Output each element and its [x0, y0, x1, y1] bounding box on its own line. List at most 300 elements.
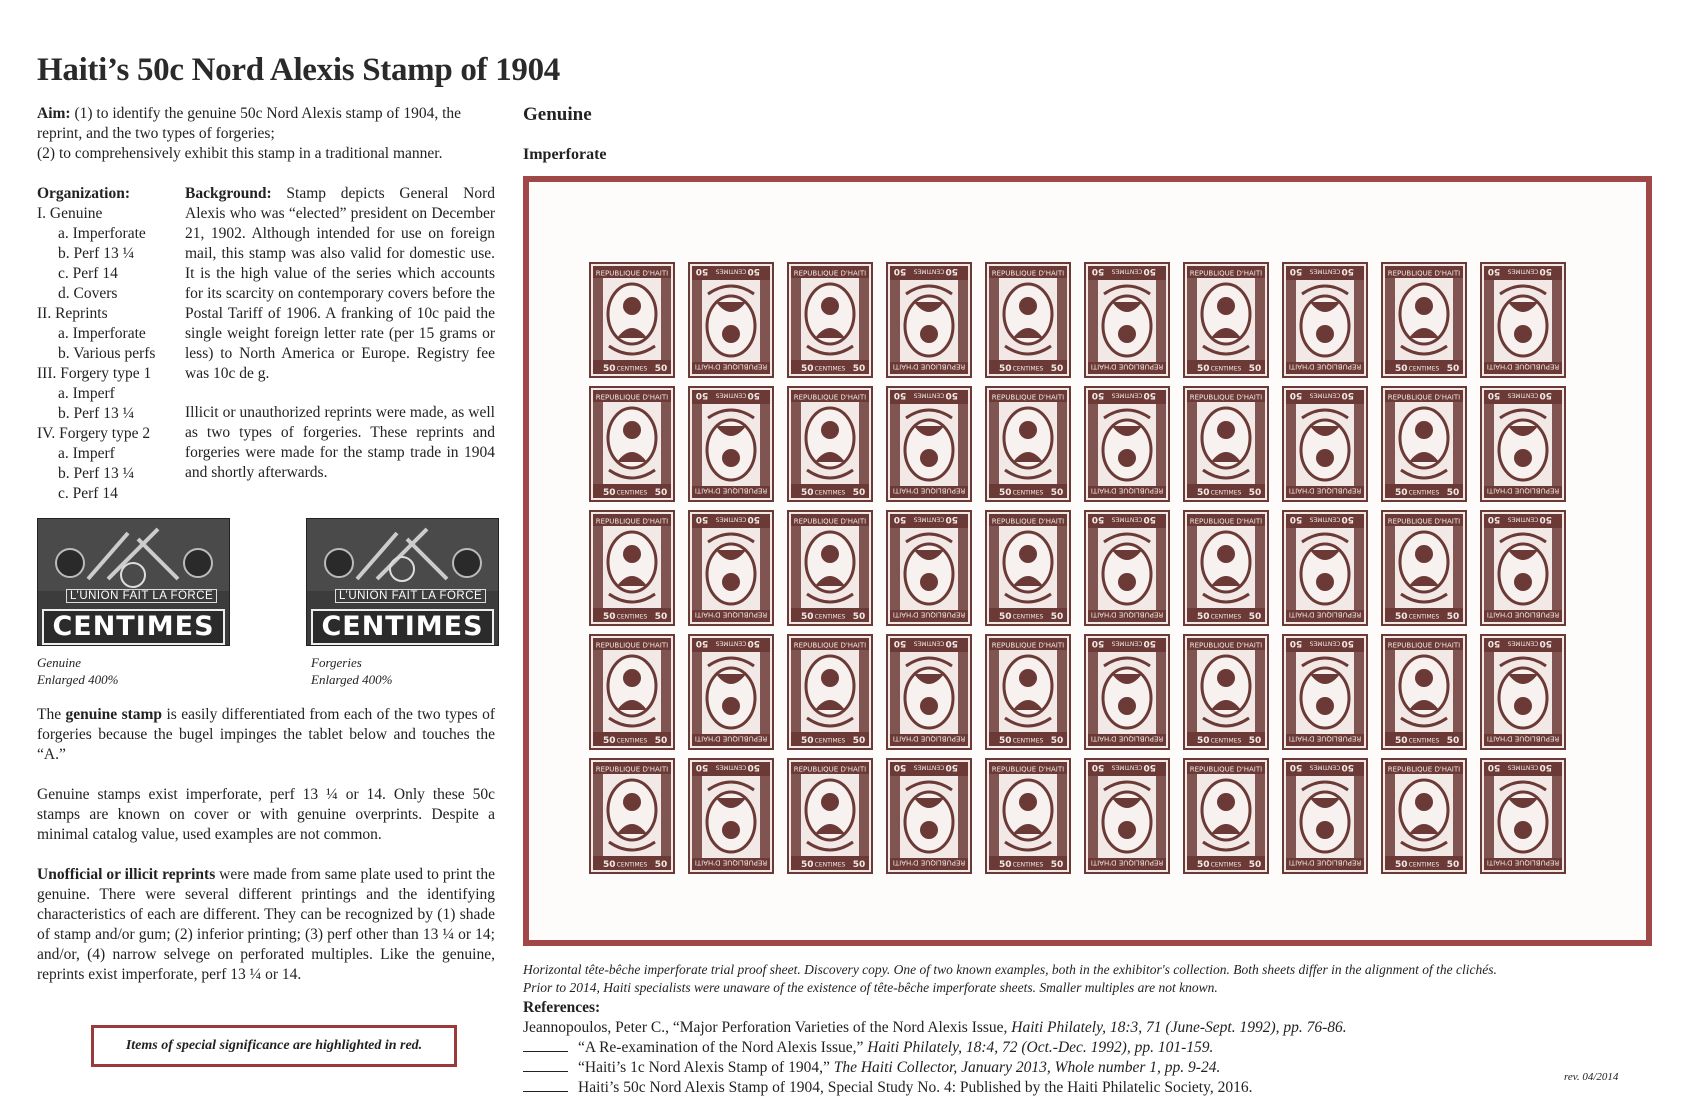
svg-text:50: 50 [654, 736, 668, 746]
svg-text:50: 50 [1050, 736, 1064, 746]
stamp [1381, 634, 1467, 750]
forgery-caption-scale: Enlarged 400% [311, 672, 393, 687]
svg-text:CENTIMES: CENTIMES [913, 515, 945, 523]
reference-3-journal: The Haiti Collector, January 2013, Whole number 1, pp. 9-24. [833, 1059, 1221, 1076]
svg-text:CENTIMES: CENTIMES [814, 861, 846, 869]
svg-text:50: 50 [747, 638, 760, 648]
stamp [688, 758, 774, 874]
svg-text:50: 50 [852, 488, 866, 498]
svg-text:REPUBLIQUE D'HAITI: REPUBLIQUE D'HAITI [595, 765, 669, 774]
genuine-enlargement-image [37, 518, 230, 646]
reprints-paragraph [37, 865, 495, 985]
svg-text:CENTIMES: CENTIMES [1111, 267, 1143, 275]
svg-text:50: 50 [1289, 266, 1303, 276]
stamp [1381, 758, 1467, 874]
svg-text:CENTIMES: CENTIMES [1210, 737, 1242, 745]
svg-text:50: 50 [1091, 514, 1105, 524]
svg-text:50: 50 [1143, 514, 1156, 524]
organization-item: a. Imperforate [58, 225, 146, 242]
svg-text:REPUBLIQUE D'HAITI: REPUBLIQUE D'HAITI [1288, 610, 1362, 619]
svg-text:CENTIMES: CENTIMES [1507, 267, 1539, 275]
reference-2 [523, 1038, 1523, 1058]
svg-text:REPUBLIQUE D'HAITI: REPUBLIQUE D'HAITI [595, 269, 669, 278]
stamp [589, 510, 675, 626]
svg-text:CENTIMES: CENTIMES [1111, 639, 1143, 647]
svg-text:50: 50 [801, 860, 814, 870]
forgery-caption-title: Forgeries [311, 655, 362, 670]
svg-text:50: 50 [1248, 736, 1262, 746]
svg-text:50: 50 [1143, 390, 1156, 400]
svg-text:CENTIMES: CENTIMES [1111, 391, 1143, 399]
stamp [886, 510, 972, 626]
svg-text:REPUBLIQUE D'HAITI: REPUBLIQUE D'HAITI [1486, 486, 1560, 495]
svg-text:REPUBLIQUE D'HAITI: REPUBLIQUE D'HAITI [892, 858, 966, 867]
reference-3 [523, 1058, 1523, 1078]
svg-text:REPUBLIQUE D'HAITI: REPUBLIQUE D'HAITI [1189, 641, 1263, 650]
genuine-caption-title: Genuine [37, 655, 82, 670]
stamp [985, 262, 1071, 378]
stamp [985, 386, 1071, 502]
svg-text:50: 50 [695, 390, 709, 400]
stamp [1183, 510, 1269, 626]
stamp [787, 510, 873, 626]
svg-text:REPUBLIQUE D'HAITI: REPUBLIQUE D'HAITI [892, 610, 966, 619]
svg-text:REPUBLIQUE D'HAITI: REPUBLIQUE D'HAITI [1288, 486, 1362, 495]
svg-text:50: 50 [1289, 514, 1303, 524]
stamp [1381, 386, 1467, 502]
organization-item: II. Reprints [37, 305, 108, 322]
svg-text:CENTIMES: CENTIMES [616, 861, 648, 869]
stamp [688, 262, 774, 378]
svg-text:CENTIMES: CENTIMES [1012, 489, 1044, 497]
stamp [1480, 386, 1566, 502]
svg-text:50: 50 [852, 736, 866, 746]
special-significance-note: Items of special significance are highlighted in red. [91, 1025, 457, 1067]
svg-text:REPUBLIQUE D'HAITI: REPUBLIQUE D'HAITI [793, 641, 867, 650]
svg-text:CENTIMES: CENTIMES [1309, 391, 1341, 399]
svg-text:REPUBLIQUE D'HAITI: REPUBLIQUE D'HAITI [1090, 734, 1164, 743]
svg-text:50: 50 [1487, 390, 1501, 400]
svg-text:50: 50 [1248, 364, 1262, 374]
stamp [886, 386, 972, 502]
svg-text:CENTIMES: CENTIMES [1111, 763, 1143, 771]
organization-item: b. Perf 13 ¼ [58, 245, 135, 262]
svg-text:50: 50 [1487, 514, 1501, 524]
svg-text:CENTIMES: CENTIMES [1012, 613, 1044, 621]
svg-text:CENTIMES: CENTIMES [616, 489, 648, 497]
svg-text:50: 50 [945, 266, 958, 276]
forgery-caption [311, 654, 392, 688]
stamp [1282, 386, 1368, 502]
svg-text:50: 50 [1539, 390, 1552, 400]
background-paragraph-2: Illicit or unauthorized reprints were made, as well as two types of forgeries. These reprints and forgeries were made for the stamp trade in 1904 and shortly afterwards. [185, 404, 495, 481]
stamp [886, 262, 972, 378]
svg-text:50: 50 [654, 364, 668, 374]
svg-text:50: 50 [1341, 266, 1354, 276]
svg-text:50: 50 [1050, 488, 1064, 498]
reference-4-text: Haiti’s 50c Nord Alexis Stamp of 1904, Special Study No. 4: Published by the Haiti Philatelic Society, 2016. [578, 1079, 1253, 1096]
svg-text:50: 50 [1341, 514, 1354, 524]
svg-text:CENTIMES: CENTIMES [715, 515, 747, 523]
organization-item: c. Perf 14 [58, 265, 118, 282]
svg-text:CENTIMES: CENTIMES [1309, 639, 1341, 647]
svg-text:50: 50 [999, 860, 1012, 870]
svg-text:50: 50 [1446, 488, 1460, 498]
svg-text:CENTIMES: CENTIMES [1012, 365, 1044, 373]
svg-text:REPUBLIQUE D'HAITI: REPUBLIQUE D'HAITI [1189, 517, 1263, 526]
svg-text:REPUBLIQUE D'HAITI: REPUBLIQUE D'HAITI [1189, 269, 1263, 278]
svg-text:50: 50 [893, 266, 907, 276]
svg-text:50: 50 [852, 860, 866, 870]
svg-text:REPUBLIQUE D'HAITI: REPUBLIQUE D'HAITI [991, 641, 1065, 650]
stamp [688, 386, 774, 502]
svg-text:50: 50 [654, 488, 668, 498]
svg-text:REPUBLIQUE D'HAITI: REPUBLIQUE D'HAITI [1090, 858, 1164, 867]
svg-text:CENTIMES: CENTIMES [913, 267, 945, 275]
svg-text:REPUBLIQUE D'HAITI: REPUBLIQUE D'HAITI [1288, 858, 1362, 867]
svg-text:50: 50 [1248, 612, 1262, 622]
ditto-line [523, 1079, 568, 1092]
svg-text:REPUBLIQUE D'HAITI: REPUBLIQUE D'HAITI [1288, 734, 1362, 743]
svg-text:50: 50 [695, 514, 709, 524]
svg-text:REPUBLIQUE D'HAITI: REPUBLIQUE D'HAITI [991, 765, 1065, 774]
svg-text:CENTIMES: CENTIMES [1408, 613, 1440, 621]
svg-text:CENTIMES: CENTIMES [1012, 861, 1044, 869]
svg-text:50: 50 [1539, 514, 1552, 524]
svg-text:REPUBLIQUE D'HAITI: REPUBLIQUE D'HAITI [1288, 362, 1362, 371]
stamp [1480, 510, 1566, 626]
organization-item: a. Imperf [58, 445, 115, 462]
aim-line-1: (1) to identify the genuine 50c Nord Alexis stamp of 1904, the reprint, and the two types of forgeries; [37, 105, 462, 142]
stamp [985, 634, 1071, 750]
svg-text:REPUBLIQUE D'HAITI: REPUBLIQUE D'HAITI [1387, 641, 1461, 650]
svg-text:REPUBLIQUE D'HAITI: REPUBLIQUE D'HAITI [1189, 393, 1263, 402]
svg-text:REPUBLIQUE D'HAITI: REPUBLIQUE D'HAITI [1486, 734, 1560, 743]
reference-4 [523, 1078, 1523, 1098]
svg-text:CENTIMES: CENTIMES [913, 639, 945, 647]
svg-text:CENTIMES: CENTIMES [715, 639, 747, 647]
stamp [787, 758, 873, 874]
svg-text:50: 50 [1197, 860, 1210, 870]
svg-text:CENTIMES: CENTIMES [1408, 489, 1440, 497]
genuine-stamp-paragraph [37, 705, 495, 765]
p1-pre: The [37, 706, 66, 723]
p1-post: is easily differentiated from each of the two types of forgeries because the bugel impinges the tablet below and touches the “A.” [37, 706, 495, 763]
svg-text:CENTIMES: CENTIMES [814, 613, 846, 621]
svg-text:CENTIMES: CENTIMES [1507, 639, 1539, 647]
svg-text:CENTIMES: CENTIMES [1210, 489, 1242, 497]
p3-post: were made from same plate used to print the genuine. There were several different printings and the identifying characteristics of each are different. They can be recognized by (1) shade of stamp and/or gum; (2) inferior printing; (3) perf other than 13 ¼ or 14; and/or, (4) narrow selvege on perforated multiples. Like the genuine, reprints exist imperforate, perf 13 ¼ or 14. [37, 866, 495, 983]
svg-text:REPUBLIQUE D'HAITI: REPUBLIQUE D'HAITI [694, 610, 768, 619]
stamp [589, 758, 675, 874]
svg-text:50: 50 [1091, 390, 1105, 400]
stamp [787, 262, 873, 378]
svg-text:REPUBLIQUE D'HAITI: REPUBLIQUE D'HAITI [1486, 610, 1560, 619]
svg-text:50: 50 [1487, 266, 1501, 276]
svg-text:50: 50 [747, 762, 760, 772]
stamp [787, 386, 873, 502]
svg-text:50: 50 [1446, 860, 1460, 870]
svg-text:CENTIMES: CENTIMES [814, 737, 846, 745]
section-heading: Genuine [523, 104, 592, 125]
stamp [688, 634, 774, 750]
svg-text:CENTIMES: CENTIMES [1012, 737, 1044, 745]
svg-text:CENTIMES: CENTIMES [1309, 763, 1341, 771]
svg-text:CENTIMES: CENTIMES [715, 391, 747, 399]
svg-text:REPUBLIQUE D'HAITI: REPUBLIQUE D'HAITI [793, 765, 867, 774]
revision-date: rev. 04/2014 [1564, 1071, 1619, 1083]
genuine-caption [37, 654, 118, 688]
svg-text:REPUBLIQUE D'HAITI: REPUBLIQUE D'HAITI [1387, 393, 1461, 402]
organization-items [37, 204, 177, 504]
svg-text:CENTIMES: CENTIMES [715, 763, 747, 771]
svg-text:50: 50 [654, 612, 668, 622]
svg-text:50: 50 [603, 736, 616, 746]
svg-text:REPUBLIQUE D'HAITI: REPUBLIQUE D'HAITI [793, 269, 867, 278]
svg-text:50: 50 [747, 514, 760, 524]
svg-text:REPUBLIQUE D'HAITI: REPUBLIQUE D'HAITI [1090, 362, 1164, 371]
stamp [589, 634, 675, 750]
stamp [1183, 386, 1269, 502]
svg-text:CENTIMES: CENTIMES [1507, 391, 1539, 399]
stamp [1282, 262, 1368, 378]
svg-text:CENTIMES: CENTIMES [616, 613, 648, 621]
background-paragraph-1 [185, 184, 495, 384]
stamp [589, 262, 675, 378]
organization-item: c. Perf 14 [58, 485, 118, 502]
reference-2-journal: Haiti Philately, 18:4, 72 (Oct.-Dec. 1992), pp. 101-159. [867, 1039, 1214, 1056]
svg-text:50: 50 [603, 860, 616, 870]
stamp [688, 510, 774, 626]
stamp [1183, 262, 1269, 378]
svg-text:50: 50 [852, 364, 866, 374]
stamp [1084, 758, 1170, 874]
svg-text:REPUBLIQUE D'HAITI: REPUBLIQUE D'HAITI [991, 393, 1065, 402]
svg-text:50: 50 [1289, 762, 1303, 772]
svg-text:50: 50 [695, 638, 709, 648]
aim-line-2: (2) to comprehensively exhibit this stamp in a traditional manner. [37, 145, 443, 162]
svg-text:50: 50 [1091, 638, 1105, 648]
svg-text:50: 50 [801, 612, 814, 622]
svg-text:50: 50 [1446, 364, 1460, 374]
svg-text:50: 50 [999, 612, 1012, 622]
svg-text:50: 50 [801, 488, 814, 498]
sheet-caption: Horizontal tête-bêche imperforate trial proof sheet. Discovery copy. One of two known examples, both in the exhibitor's collection. Both sheets differ in the alignment of the clichés. Prior to 2014, Haiti specialists were unaware of the existence of tête-bêche imperforate sheets. Smaller multiples are not known. [523, 962, 1497, 995]
reference-1-journal: Haiti Philately, 18:3, 71 (June-Sept. 1992), pp. 76-86. [1011, 1019, 1347, 1036]
svg-text:50: 50 [1197, 612, 1210, 622]
svg-text:50: 50 [1341, 390, 1354, 400]
svg-text:REPUBLIQUE D'HAITI: REPUBLIQUE D'HAITI [1486, 858, 1560, 867]
cannon-vignette-icon [307, 519, 498, 591]
svg-text:50: 50 [1539, 638, 1552, 648]
svg-text:REPUBLIQUE D'HAITI: REPUBLIQUE D'HAITI [1090, 610, 1164, 619]
svg-text:CENTIMES: CENTIMES [814, 489, 846, 497]
stamp [1480, 262, 1566, 378]
references [523, 998, 1523, 1098]
genuine-exist-paragraph: Genuine stamps exist imperforate, perf 13 ¼ or 14. Only these 50c stamps are known on cover or with genuine overprints. Despite a minimal catalog value, used examples are not common. [37, 786, 495, 843]
svg-text:CENTIMES: CENTIMES [913, 763, 945, 771]
stamp [886, 758, 972, 874]
svg-text:50: 50 [893, 514, 907, 524]
svg-text:50: 50 [1539, 762, 1552, 772]
svg-text:50: 50 [603, 364, 616, 374]
organization-list [37, 184, 177, 504]
svg-text:50: 50 [1395, 488, 1408, 498]
p3-bold: Unofficial or illicit reprints [37, 866, 216, 883]
svg-text:CENTIMES: CENTIMES [1507, 515, 1539, 523]
union-text: L’UNION FAIT LA FORCE [66, 589, 217, 603]
stamp [1183, 634, 1269, 750]
svg-text:50: 50 [1289, 390, 1303, 400]
stamp [1084, 510, 1170, 626]
references-heading: References: [523, 999, 601, 1016]
svg-text:REPUBLIQUE D'HAITI: REPUBLIQUE D'HAITI [793, 517, 867, 526]
centimes-tablet: CENTIMES [42, 609, 225, 645]
reference-3-text: “Haiti’s 1c Nord Alexis Stamp of 1904,” [578, 1059, 834, 1076]
svg-text:REPUBLIQUE D'HAITI: REPUBLIQUE D'HAITI [595, 393, 669, 402]
svg-text:50: 50 [1446, 612, 1460, 622]
organization-item: IV. Forgery type 2 [37, 425, 151, 442]
stamp [1282, 634, 1368, 750]
svg-text:50: 50 [1050, 364, 1064, 374]
stamp [1381, 262, 1467, 378]
svg-text:50: 50 [1143, 762, 1156, 772]
svg-text:50: 50 [654, 860, 668, 870]
reference-1 [523, 1018, 1523, 1038]
centimes-tablet: CENTIMES [311, 609, 494, 645]
stamp [886, 634, 972, 750]
svg-text:50: 50 [893, 390, 907, 400]
organization-item: b. Various perfs [58, 345, 156, 362]
svg-text:50: 50 [945, 390, 958, 400]
svg-text:50: 50 [1248, 860, 1262, 870]
svg-text:50: 50 [945, 514, 958, 524]
organization-item: a. Imperforate [58, 325, 146, 342]
svg-text:50: 50 [1248, 488, 1262, 498]
svg-text:CENTIMES: CENTIMES [1408, 861, 1440, 869]
svg-text:50: 50 [1446, 736, 1460, 746]
stamp [1282, 510, 1368, 626]
svg-text:50: 50 [1539, 266, 1552, 276]
reference-2-text: “A Re-examination of the Nord Alexis Issue,” [578, 1039, 868, 1056]
svg-text:50: 50 [1143, 638, 1156, 648]
svg-text:CENTIMES: CENTIMES [1507, 763, 1539, 771]
stamp [1480, 758, 1566, 874]
svg-text:50: 50 [1395, 860, 1408, 870]
page-title: Haiti’s 50c Nord Alexis Stamp of 1904 [37, 52, 560, 88]
svg-text:REPUBLIQUE D'HAITI: REPUBLIQUE D'HAITI [694, 486, 768, 495]
svg-text:50: 50 [893, 762, 907, 772]
svg-text:REPUBLIQUE D'HAITI: REPUBLIQUE D'HAITI [892, 486, 966, 495]
svg-text:50: 50 [1197, 736, 1210, 746]
svg-text:50: 50 [747, 266, 760, 276]
svg-text:REPUBLIQUE D'HAITI: REPUBLIQUE D'HAITI [991, 269, 1065, 278]
organization-item: I. Genuine [37, 205, 103, 222]
svg-text:50: 50 [999, 736, 1012, 746]
background-label: Background: [185, 185, 272, 202]
aim-label: Aim: [37, 105, 71, 122]
svg-text:50: 50 [1050, 612, 1064, 622]
svg-text:50: 50 [945, 762, 958, 772]
svg-text:50: 50 [695, 762, 709, 772]
svg-text:CENTIMES: CENTIMES [913, 391, 945, 399]
svg-text:REPUBLIQUE D'HAITI: REPUBLIQUE D'HAITI [694, 858, 768, 867]
stamp [985, 758, 1071, 874]
svg-text:REPUBLIQUE D'HAITI: REPUBLIQUE D'HAITI [1387, 517, 1461, 526]
svg-text:50: 50 [999, 364, 1012, 374]
svg-text:50: 50 [801, 736, 814, 746]
svg-text:REPUBLIQUE D'HAITI: REPUBLIQUE D'HAITI [1189, 765, 1263, 774]
svg-text:50: 50 [1050, 860, 1064, 870]
svg-text:CENTIMES: CENTIMES [1309, 267, 1341, 275]
svg-text:CENTIMES: CENTIMES [1111, 515, 1143, 523]
stamp [1084, 386, 1170, 502]
proof-sheet-frame [523, 176, 1652, 946]
svg-text:50: 50 [1197, 488, 1210, 498]
svg-text:REPUBLIQUE D'HAITI: REPUBLIQUE D'HAITI [991, 517, 1065, 526]
stamp [787, 634, 873, 750]
svg-text:REPUBLIQUE D'HAITI: REPUBLIQUE D'HAITI [694, 734, 768, 743]
forgery-enlargement-image [306, 518, 499, 646]
cannon-vignette-icon [38, 519, 229, 591]
svg-text:REPUBLIQUE D'HAITI: REPUBLIQUE D'HAITI [595, 517, 669, 526]
stamp [589, 386, 675, 502]
svg-text:50: 50 [945, 638, 958, 648]
svg-text:REPUBLIQUE D'HAITI: REPUBLIQUE D'HAITI [1486, 362, 1560, 371]
svg-text:CENTIMES: CENTIMES [1408, 365, 1440, 373]
aim-text [37, 104, 495, 164]
svg-text:50: 50 [1487, 762, 1501, 772]
union-text: L’UNION FAIT LA FORCE [335, 589, 486, 603]
svg-text:50: 50 [747, 390, 760, 400]
svg-text:CENTIMES: CENTIMES [1210, 861, 1242, 869]
svg-text:50: 50 [603, 612, 616, 622]
svg-text:50: 50 [1395, 736, 1408, 746]
ditto-line [523, 1039, 568, 1052]
svg-text:REPUBLIQUE D'HAITI: REPUBLIQUE D'HAITI [793, 393, 867, 402]
organization-item: b. Perf 13 ¼ [58, 465, 135, 482]
svg-text:REPUBLIQUE D'HAITI: REPUBLIQUE D'HAITI [595, 641, 669, 650]
svg-text:50: 50 [1289, 638, 1303, 648]
svg-text:50: 50 [1395, 612, 1408, 622]
p1-bold: genuine stamp [65, 706, 163, 723]
svg-text:50: 50 [695, 266, 709, 276]
svg-text:50: 50 [852, 612, 866, 622]
svg-text:CENTIMES: CENTIMES [814, 365, 846, 373]
svg-text:50: 50 [1143, 266, 1156, 276]
svg-text:REPUBLIQUE D'HAITI: REPUBLIQUE D'HAITI [892, 734, 966, 743]
organization-item: b. Perf 13 ¼ [58, 405, 135, 422]
organization-heading: Organization: [37, 185, 130, 202]
svg-text:50: 50 [1341, 638, 1354, 648]
stamp [1183, 758, 1269, 874]
stamp [1084, 262, 1170, 378]
svg-text:50: 50 [603, 488, 616, 498]
stamp [1084, 634, 1170, 750]
svg-text:50: 50 [893, 638, 907, 648]
svg-text:REPUBLIQUE D'HAITI: REPUBLIQUE D'HAITI [1090, 486, 1164, 495]
stamp [985, 510, 1071, 626]
background-text [185, 184, 495, 502]
svg-text:CENTIMES: CENTIMES [616, 737, 648, 745]
subsection-heading: Imperforate [523, 146, 607, 163]
stamp [1381, 510, 1467, 626]
svg-text:50: 50 [1341, 762, 1354, 772]
svg-text:CENTIMES: CENTIMES [1210, 613, 1242, 621]
svg-text:50: 50 [1395, 364, 1408, 374]
svg-text:REPUBLIQUE D'HAITI: REPUBLIQUE D'HAITI [694, 362, 768, 371]
stamp [1282, 758, 1368, 874]
